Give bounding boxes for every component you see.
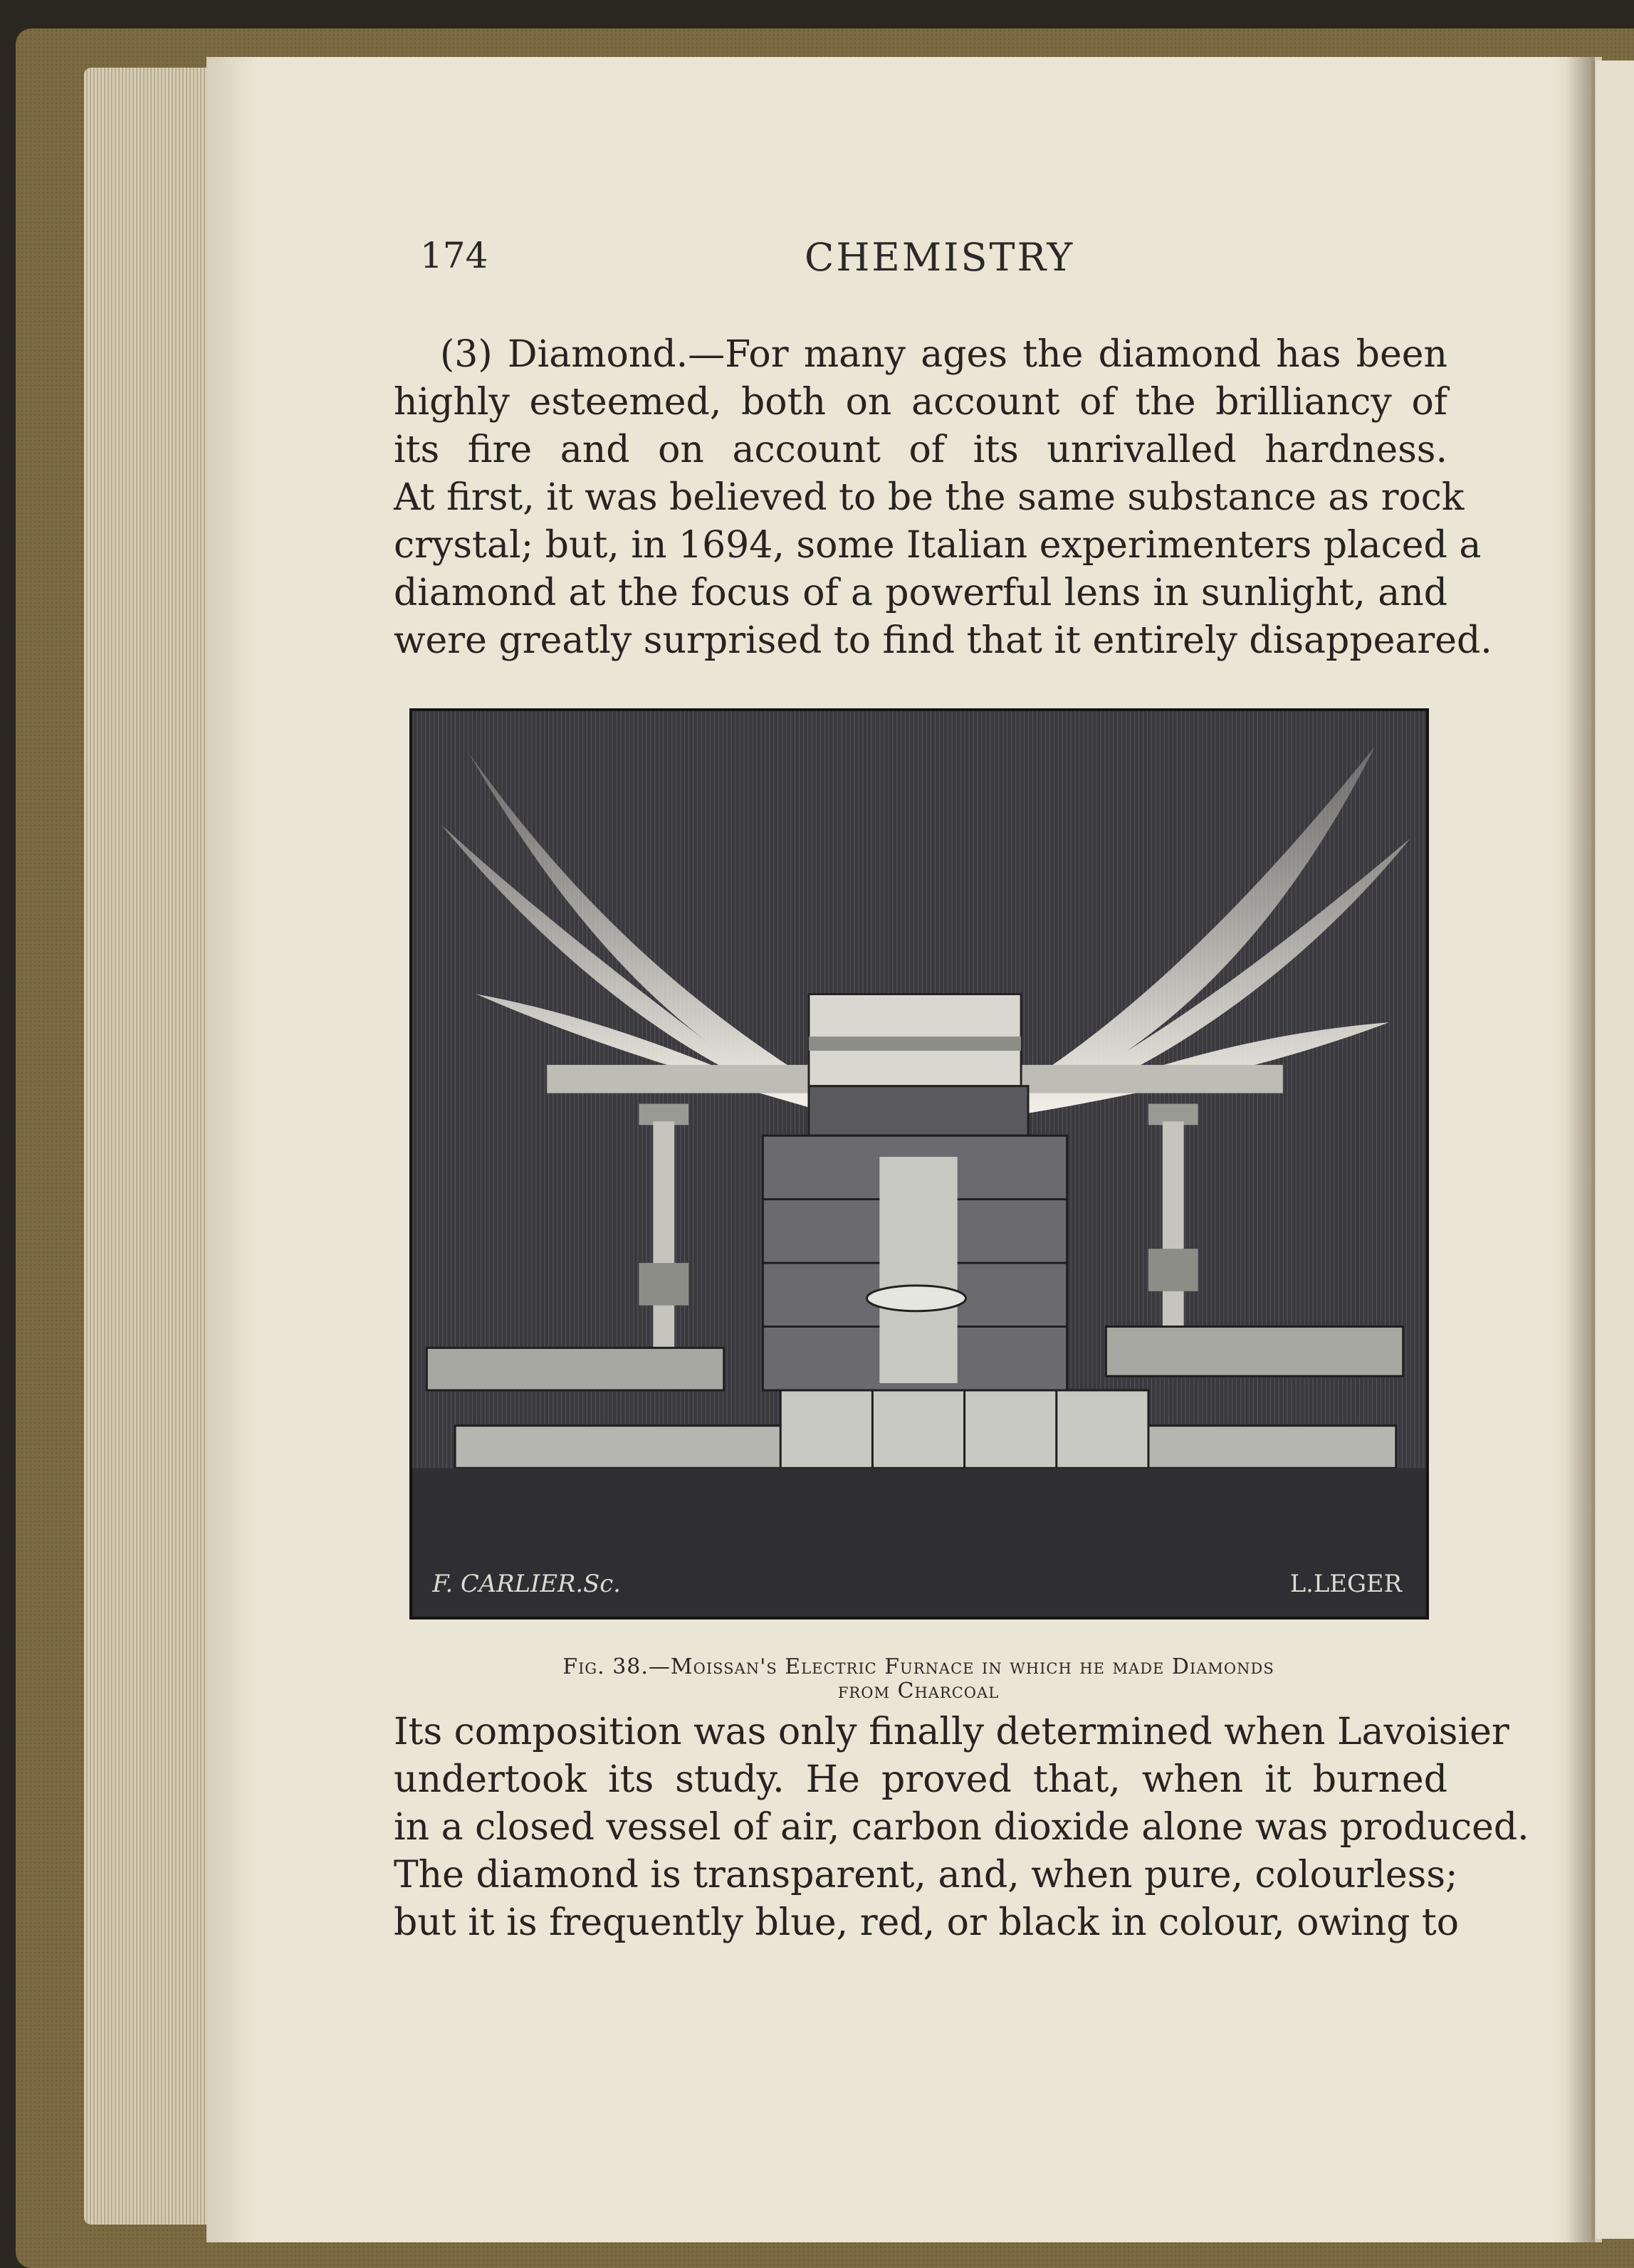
facing-page-edge (1591, 61, 1634, 2239)
page-edges (84, 68, 219, 2225)
text-line: undertook its study. He proved that, when it burned (394, 1758, 1447, 1801)
text-line: highly esteemed, both on account of the brilliancy of (394, 381, 1447, 424)
text-line: in a closed vessel of air, carbon dioxide alone was produced. (394, 1806, 1529, 1849)
running-head: CHEMISTRY (805, 235, 1075, 280)
furnace-illustration (412, 711, 1426, 1617)
furnace-engraving (409, 708, 1429, 1619)
text-line: The diamond is transparent, and, when pure, colourless; (394, 1854, 1458, 1896)
text-line: Its composition was only finally determined when Lavoisier (394, 1711, 1509, 1753)
text-line: crystal; but, in 1694, some Italian experimenters placed a (394, 524, 1482, 567)
text-line: its fire and on account of its unrivalled hardness. (394, 429, 1447, 471)
caption-line: Fig. 38.—Moissan's Electric Furnace in which he made Diamonds (562, 1654, 1274, 1679)
furnace-body (763, 1135, 1067, 1390)
engraver-signature-right: L.LEGER (1289, 1570, 1403, 1598)
text-line: were greatly surprised to find that it entirely disappeared. (394, 619, 1492, 662)
text-line: (3) Diamond.—For many ages the diamond has been (440, 333, 1447, 376)
furnace-lid (809, 994, 1028, 1136)
paragraph-diamond-intro (394, 331, 1492, 665)
page-header (0, 235, 1634, 285)
page-gutter-shadow (1566, 57, 1595, 2242)
text-line: diamond at the focus of a powerful lens in sunlight, and (394, 572, 1447, 614)
engraver-signature-left: F. CARLIER.Sc. (432, 1570, 621, 1598)
paragraph-lavoisier (394, 1708, 1529, 1947)
figure-caption (441, 1655, 1395, 1703)
caption-line: from Charcoal (837, 1679, 1000, 1703)
text-line: At first, it was believed to be the same substance as rock (394, 476, 1465, 519)
page-number: 174 (420, 235, 488, 276)
text-line: but it is frequently blue, red, or black in colour, owing to (394, 1901, 1460, 1944)
